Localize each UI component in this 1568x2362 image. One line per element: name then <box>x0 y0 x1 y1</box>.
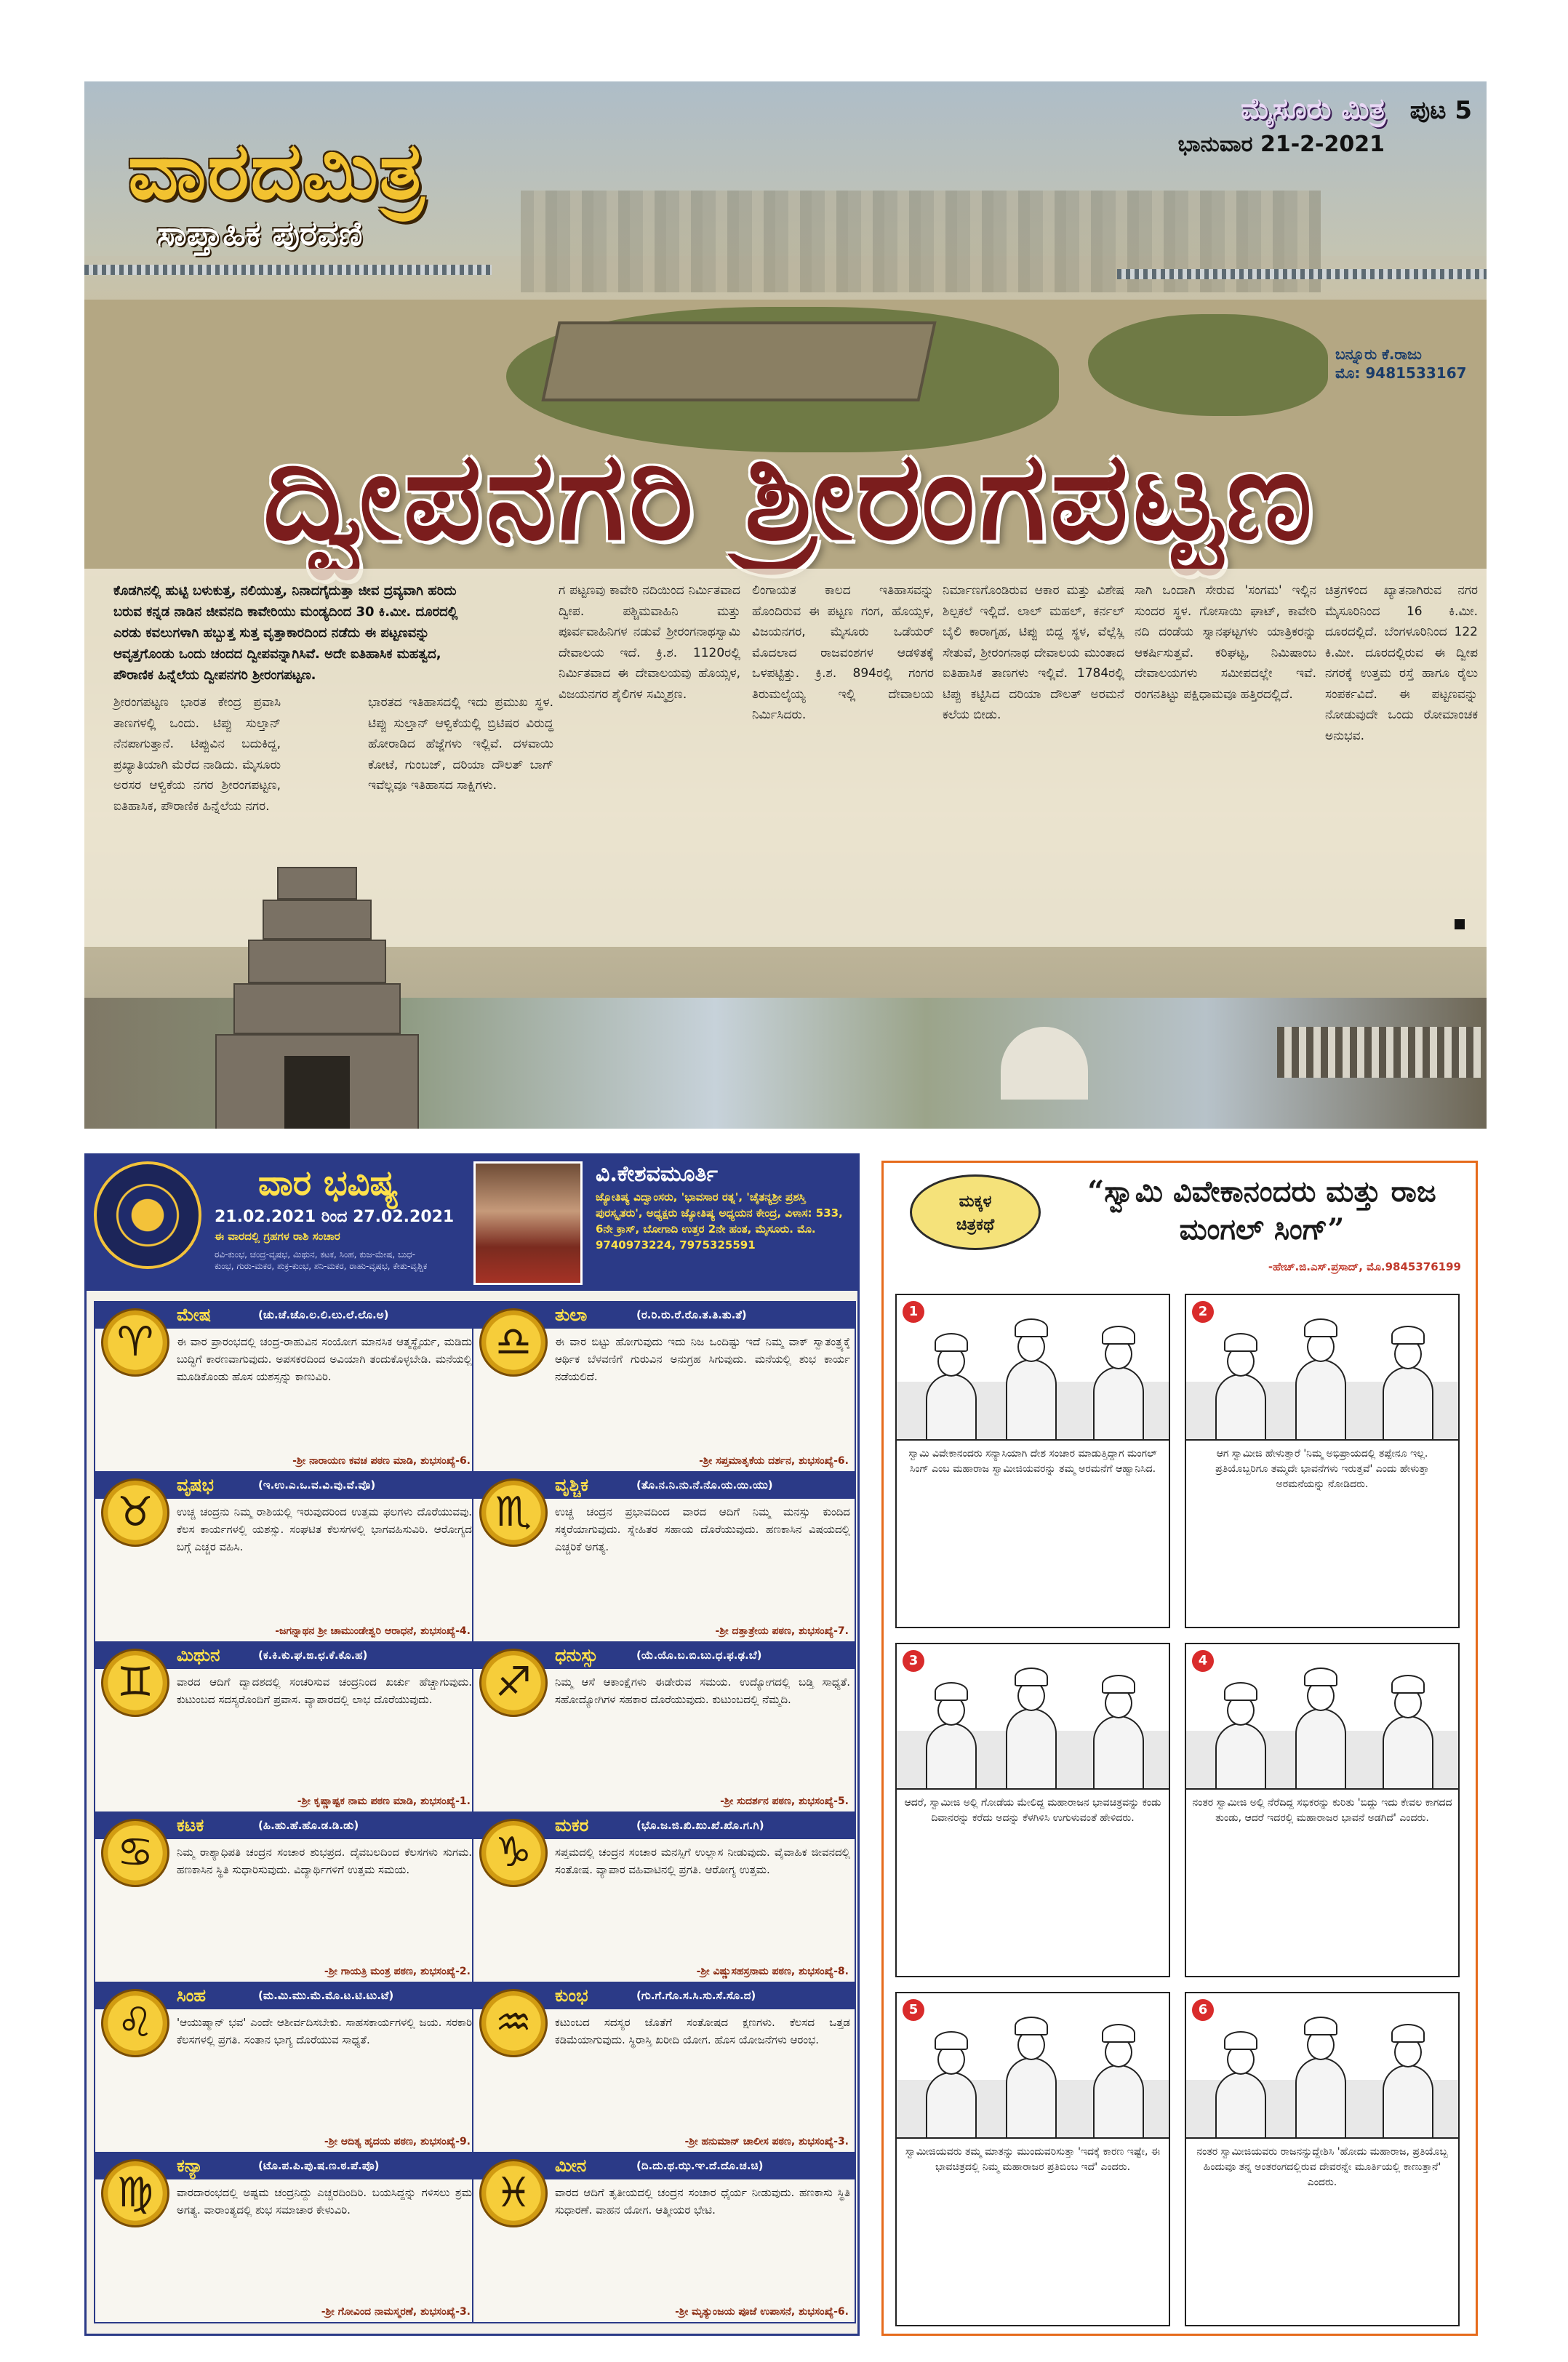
panel-caption: ಸ್ವಾಮಿ ವಿವೇಕಾನಂದರು ಸನ್ಯಾಸಿಯಾಗಿ ದೇಶ ಸಂಚಾರ ಮಾಡುತ್ತಿದ್ದಾಗ ಮಂಗಲ್ ಸಿಂಗ್ ಎಂಬ ಮಹಾರಾಜ ಸ್ವಾಮೀಜಿಯವರನ್ನು ತಮ್ಮ ಅರಮನೆಗೆ ಆಹ್ವಾನಿಸಿದ. <box>908 1448 1157 1475</box>
horoscope-sign-box <box>472 2152 856 2323</box>
sign-letters: (ಚು.ಚೆ.ಚೊ.ಲ.ಲಿ.ಲು.ಲೆ.ಲೊ.ಅ) <box>258 1308 389 1321</box>
temple-gopura-image <box>208 852 426 1129</box>
article-column-1: ಶ್ರೀರಂಗಪಟ್ಟಣ ಭಾರತ ಕೇಂದ್ರ ಪ್ರವಾಸಿ ತಾಣಗಳಲ್ಲಿ ಒಂದು. ಟಿಪ್ಪು ಸುಲ್ತಾನ್ ನೆನಪಾಗುತ್ತಾನೆ. ಟಿಪ್ಪುವಿನ ಬದುಕಿದ್ದ, ಪ್ರಖ್ಯಾತಿಯಾಗಿ ಮೆರೆದ ನಾಡಿದು. ಮೈಸೂರು ಅರಸರ ಆಳ್ವಿಕೆಯ ನಗರ ಶ್ರೀರಂಗಪಟ್ಟಣ, ಐತಿಹಾಸಿಕ, ಪೌರಾಣಿಕ ಹಿನ್ನೆಲೆಯ ನಗರ. <box>113 695 281 814</box>
sign-name: ಮಿಥುನ <box>177 1644 220 1665</box>
sign-letters: (ದಿ.ದು.ಥ.ಝ.ಞ.ದೆ.ದೊ.ಚ.ಚಿ) <box>636 2159 764 2172</box>
horoscope-sign-box <box>94 1301 478 1473</box>
sign-remedy: -ಶ್ರೀ ಹನುಮಾನ್ ಚಾಲೀಸ ಪಠಣ, ಶುಭಸಂಖ್ಯೆ-3. <box>684 2136 849 2147</box>
panel-number: 5 <box>903 1999 924 2021</box>
panel-number: 1 <box>903 1301 924 1323</box>
zodiac-medal-icon <box>101 1478 169 1547</box>
comic-section <box>881 1161 1478 2336</box>
sign-forecast: ವಾರದಾರಂಭದಲ್ಲಿ ಅಷ್ಟಮ ಚಂದ್ರನಿದ್ದು ಎಚ್ಚರದಿಂದಿರಿ. ಬಯಸಿದ್ದನ್ನು ಗಳಿಸಲು ಶ್ರಮ ಅಗತ್ಯ. ವಾರಾಂತ್ಯದಲ್ಲಿ ಶುಭ ಸಮಾಚಾರ ಕೇಳುವಿರಿ. <box>177 2186 472 2217</box>
sign-forecast: ಕಟುಂಬದ ಸದಸ್ಯರ ಜೊತೆಗೆ ಸಂತೋಷದ ಕ್ಷಣಗಳು. ಕೆಲಸದ ಒತ್ತಡ ಕಡಿಮೆಯಾಗುವುದು. ಸ್ಥಿರಾಸ್ತಿ ಖರೀದಿ ಯೋಗ. ಹೊಸ ಯೋಜನೆಗಳು ಆರಂಭ. <box>555 2016 850 2046</box>
sign-forecast: ಸಪ್ತಮದಲ್ಲಿ ಚಂದ್ರನ ಸಂಚಾರ ಮನಸ್ಸಿಗೆ ಉಲ್ಲಾಸ ನೀಡುವುದು. ವೈವಾಹಿಕ ಜೀವನದಲ್ಲಿ ಸಂತೋಷ. ವ್ಯಾಪಾರ ವಹಿವಾಟಿನಲ್ಲಿ ಪ್ರಗತಿ. ಆರೋಗ್ಯ ಉತ್ತಮ. <box>555 1846 850 1876</box>
zodiac-medal-icon <box>479 1819 548 1887</box>
panel-number: 3 <box>903 1650 924 1672</box>
sign-forecast: ಉಚ್ಚ ಚಂದ್ರನ ಪ್ರಭಾವದಿಂದ ವಾರದ ಆದಿಗೆ ನಿಮ್ಮ ಮನಸ್ಸು ಕುಂದಿದ ಸಕ್ಕರೆಯಾಗುವುದು. ಸ್ನೇಹಿತರ ಸಹಾಯ ದೊರೆಯುವುದು. ಹಣಕಾಸಿನ ವಿಷಯದಲ್ಲಿ ಎಚ್ಚರಿಕೆ ಅಗತ್ಯ. <box>555 1505 850 1553</box>
panel-number: 4 <box>1192 1650 1214 1672</box>
zodiac-medal-icon <box>101 1819 169 1887</box>
zodiac-glyph-icon: ♈ <box>116 1318 154 1366</box>
panel-caption: ನಂತರ ಸ್ವಾಮೀಜಿಯವರು ರಾಜನನ್ನುದ್ದೇಶಿಸಿ 'ಹೋದು ಮಹಾರಾಜ, ಪ್ರತಿಯೊಬ್ಬ ಹಿಂದುವೂ ತನ್ನ ಅಂತರಂಗದಲ್ಲಿರುವ ದೇವರನ್ನೇ ಮೂರ್ತಿಯಲ್ಲಿ ಕಾಣುತ್ತಾನೆ' ಎಂದರು. <box>1196 2146 1448 2188</box>
sign-remedy: -ಶ್ರೀ ಮೃತ್ಯುಂಜಯ ಪೂಜೆ ಉಪಾಸನೆ, ಶುಭಸಂಖ್ಯೆ-6. <box>675 2306 849 2318</box>
sign-letters: (ಭೊ.ಜ.ಜಿ.ಖಿ.ಖು.ಖೆ.ಖೊ.ಗ.ಗಿ) <box>636 1819 764 1832</box>
sign-letters: (ತೊ.ನ.ನಿ.ನು.ನೆ.ನೊ.ಯ.ಯಿ.ಯು) <box>636 1478 773 1492</box>
panel-caption: ಆಗ ಸ್ವಾಮೀಜಿ ಹೇಳುತ್ತಾರೆ 'ನಿಮ್ಮ ಅಭಿಪ್ರಾಯದಲ್ಲಿ ತಪ್ಪೇನೂ ಇಲ್ಲ. ಪ್ರತಿಯೊಬ್ಬರಿಗೂ ತಮ್ಮದೇ ಭಾವನೆಗಳು ಇರುತ್ತವೆ' ಎಂದು ಹೇಳುತ್ತಾ ಅರಮನೆಯನ್ನು ನೋಡಿದರು. <box>1215 1448 1429 1490</box>
zodiac-glyph-icon: ♌ <box>116 1999 154 2046</box>
sign-remedy: -ಜಗನ್ನಾಥನ ಶ್ರೀ ಚಾಮುಂಡೇಶ್ವರಿ ಆರಾಧನೆ, ಶುಭಸಂಖ್ಯೆ-4. <box>275 1625 471 1637</box>
comic-badge-line-1: ಮಕ್ಕಳ <box>959 1192 992 1211</box>
horoscope-sign-box <box>94 1641 478 1813</box>
comic-badge-line-2: ಚಿತ್ರಕಥೆ <box>956 1215 995 1234</box>
sign-letters: (ಕ.ಕಿ.ಕು.ಘ.ಙ.ಛ.ಕೆ.ಕೊ.ಹ) <box>258 1649 368 1662</box>
zodiac-medal-icon <box>479 1308 548 1377</box>
comic-panel <box>1185 1294 1460 1628</box>
sign-name: ಸಿಂಹ <box>177 1985 207 2006</box>
zodiac-wheel-icon <box>94 1161 201 1269</box>
sign-name: ಕಟಕ <box>177 1814 204 1835</box>
sign-name: ಧನುಸ್ಸು <box>555 1644 599 1665</box>
planet-positions: ರವಿ-ಕುಂಭ, ಚಂದ್ರ-ವೃಷಭ, ಮಿಥುನ, ಕಟಕ, ಸಿಂಹ, ಕುಜ-ಮೇಷ, ಬುಧ-ಕುಂಭ, ಗುರು-ಮಕರ, ಶುಕ್ರ-ಕುಂಭ, ಶನಿ-ಮಕರ, ರಾಹು-ವೃಷಭ, ಕೇತು-ವೃಶ್ಚಿಕ <box>215 1249 428 1271</box>
comic-title: “ಸ್ವಾಮಿ ವಿವೇಕಾನಂದರು ಮತ್ತು ರಾಜ ಮಂಗಲ್ ಸಿಂಗ್” <box>1087 1174 1436 1246</box>
horoscope-sign-box <box>472 1982 856 2153</box>
sign-remedy: -ಶ್ರೀ ಸಪ್ತಮಾತೃಕೆಯ ದರ್ಶನ, ಶುಭಸಂಖ್ಯೆ-6. <box>699 1455 849 1467</box>
panel-caption: ಸ್ವಾಮೀಜಿಯವರು ತಮ್ಮ ಮಾತನ್ನು ಮುಂದುವರಿಸುತ್ತಾ 'ಇದಕ್ಕೆ ಕಾರಣ ಇಷ್ಟೇ, ಈ ಭಾವಚಿತ್ರದಲ್ಲಿ ನಿಮ್ಮ ಮಹಾರಾಜರ ಪ್ರತಿಬಿಂಬ ಇದೆ' ಎಂದರು. <box>905 2146 1160 2173</box>
comic-illustration <box>897 1295 1169 1441</box>
sign-letters: (ಮ.ಮಿ.ಮು.ಮೆ.ಮೊ.ಟ.ಟಿ.ಟು.ಟೆ) <box>258 1989 394 2002</box>
masthead <box>128 125 425 255</box>
sign-forecast: ಈ ವಾರ ಬಿಟ್ಟು ಹೋಗುವುದು ಇದು ನಿಜ ಒಂದಿಷ್ಟು ಇದೆ ನಿಮ್ಮ ವಾಕ್ ಸ್ವಾತಂತ್ರ್ಯಕ್ಕೆ ಆರ್ಥಿಕ ಬೆಳವಣಿಗೆ ಗುರುವಿನ ಅನುಗ್ರಹ ಸಿಗುವುದು. ಮನೆಯಲ್ಲಿ ಶುಭ ಕಾರ್ಯ ನಡೆಯಲಿದೆ. <box>555 1335 850 1383</box>
panel-number: 6 <box>1192 1999 1214 2021</box>
comic-panel <box>1185 1643 1460 1977</box>
panel-caption: ಆದರೆ, ಸ್ವಾಮೀಜಿ ಅಲ್ಲಿ ಗೋಡೆಯ ಮೇಲಿದ್ದ ಮಹಾರಾಜನ ಭಾವಚಿತ್ರವನ್ನು ಕಂಡು ದಿವಾನರನ್ನು ಕರೆದು ಅದನ್ನು ಕೆಳಗಿಳಿಸಿ ಉಗುಳುವಂತೆ ಹೇಳಿದರು. <box>904 1797 1161 1824</box>
horoscope-section <box>84 1153 860 2336</box>
zodiac-glyph-icon: ♐ <box>495 1659 532 1706</box>
sign-remedy: -ಶ್ರೀ ಆದಿತ್ಯ ಹೃದಯ ಪಠಣ, ಶುಭಸಂಖ್ಯೆ-9. <box>324 2136 471 2147</box>
horoscope-sign-box <box>472 1811 856 1983</box>
paper-name: ಮೈಸೂರು ಮಿತ್ರ <box>1241 92 1386 126</box>
horoscope-sign-box <box>472 1641 856 1813</box>
sign-forecast: 'ಆಯುಷ್ಮಾನ್ ಭವ' ಎಂದೇ ಆಶೀರ್ವದಿಸಬೇಕು. ಸಾಹಸಕಾರ್ಯಗಳಲ್ಲಿ ಜಯ. ಸರಕಾರಿ ಕೆಲಸಗಳಲ್ಲಿ ಪ್ರಗತಿ. ಸಂತಾನ ಭಾಗ್ಯ ದೊರೆಯುವ ಸಾಧ್ಯತೆ. <box>177 2016 472 2046</box>
sign-remedy: -ಶ್ರೀ ದತ್ತಾತ್ರೇಯ ಪಠಣ, ಶುಭಸಂಖ್ಯೆ-7. <box>715 1625 849 1637</box>
sign-name: ಮಕರ <box>555 1814 589 1835</box>
sign-remedy: -ಶ್ರೀ ಸುದರ್ಶನ ಪಠಣ, ಶುಭಸಂಖ್ಯೆ-5. <box>720 1795 849 1807</box>
sign-name: ಕುಂಭ <box>555 1985 588 2006</box>
horoscope-sign-box <box>94 2152 478 2323</box>
zodiac-medal-icon <box>101 1308 169 1377</box>
dam-image <box>1277 1027 1481 1078</box>
fort-walls-image <box>541 321 936 401</box>
comic-credit: -ಹೇಚ್.ಜಿ.ಎಸ್.ಪ್ರಸಾದ್, ಮೊ.9845376199 <box>1268 1260 1461 1273</box>
zodiac-glyph-icon: ♓ <box>495 2169 532 2217</box>
sign-letters: (ರ.ರಿ.ರು.ರೆ.ರೊ.ತ.ತಿ.ತು.ತೆ) <box>636 1308 747 1321</box>
comic-illustration <box>1186 1295 1458 1441</box>
sign-name: ಮೇಷ <box>177 1304 212 1325</box>
panel-number: 2 <box>1192 1301 1214 1323</box>
sign-remedy: -ಶ್ರೀ ವಿಷ್ಣುಸಹಸ್ರನಾಮ ಪಠಣ, ಶುಭಸಂಖ್ಯೆ-8. <box>696 1966 849 1977</box>
comic-panel <box>895 1643 1170 1977</box>
zodiac-medal-icon <box>479 2159 548 2227</box>
sign-forecast: ವಾರದ ಆದಿಗೆ ದ್ವಾದಶದಲ್ಲಿ ಸಂಚರಿಸುವ ಚಂದ್ರನಿಂದ ಖರ್ಚು ಹೆಚ್ಚಾಗುವುದು. ಕುಟುಂಬದ ಸದಸ್ಯರೊಂದಿಗೆ ಪ್ರವಾಸ. ವ್ಯಾಪಾರದಲ್ಲಿ ಲಾಭ ದೊರೆಯುವುದು. <box>177 1676 472 1706</box>
horoscope-sign-box <box>472 1471 856 1643</box>
article-column-5: ನಿರ್ಮಾಣಗೊಂಡಿರುವ ಆಕಾರ ಮತ್ತು ವಿಶೇಷ ಶಿಲ್ಪಕಲೆ ಇಲ್ಲಿದೆ. ಲಾಲ್ ಮಹಲ್, ಕರ್ನಲ್ ಬೈಲಿ ಕಾರಾಗೃಹ, ಟಿಪ್ಪು ಬಿದ್ದ ಸ್ಥಳ, ವೆಲ್ಲೆಸ್ಲಿ ಸೇತುವೆ, ಶ್ರೀರಂಗನಾಥ ದೇವಾಲಯ ಮುಂತಾದ ಐತಿಹಾಸಿಕ ತಾಣಗಳು ಇಲ್ಲಿವೆ. 1784ರಲ್ಲಿ ಟಿಪ್ಪು ಕಟ್ಟಿಸಿದ ದರಿಯಾ ದೌಲತ್ ಅರಮನೆ ಕಲೆಯ ಬೀಡು. <box>943 583 1124 722</box>
comic-illustration <box>1186 1993 1458 2139</box>
sign-letters: (ಹಿ.ಹು.ಹೆ.ಹೊ.ಡ.ಡಿ.ಡು) <box>258 1819 359 1832</box>
astrologer-info: ಜ್ಯೋತಿಷ್ಯ ವಿದ್ವಾಂಸರು, 'ಭಾವಸಾರ ರತ್ನ', 'ಚೈತನ್ಯಶ್ರೀ ಪ್ರಶಸ್ತಿ ಪುರಸ್ಕೃತರು', ಅಧ್ಯಕ್ಷರು ಜ್ಯೋತಿಷ್ಯ ಅಧ್ಯಯನ ಕೇಂದ್ರ, ವಿಳಾಸ: 533, 6ನೇ ಕ್ರಾಸ್, ಬೋಗಾದಿ ಉತ್ತರ 2ನೇ ಹಂತ, ಮೈಸೂರು. ಮೊ. 9740973224, 7975325591 <box>596 1190 843 1252</box>
byline <box>1335 345 1467 383</box>
river-bridge-image <box>1117 269 1487 279</box>
zodiac-medal-icon <box>101 1649 169 1717</box>
horoscope-subtitle: ಈ ವಾರದಲ್ಲಿ ಗ್ರಹಗಳ ರಾಶಿ ಸಂಚಾರ <box>215 1230 340 1243</box>
sign-remedy: -ಶ್ರೀ ನಾರಾಯಣ ಕವಚ ಪಠಣ ಮಾಡಿ, ಶುಭಸಂಖ್ಯೆ-6. <box>292 1455 471 1467</box>
astrologer-photo <box>473 1161 583 1285</box>
zodiac-glyph-icon: ♊ <box>116 1659 154 1706</box>
horoscope-sign-box <box>472 1301 856 1473</box>
sign-forecast: ನಿಮ್ಮ ಆಸೆ ಆಕಾಂಕ್ಷೆಗಳು ಈಡೇರುವ ಸಮಯ. ಉದ್ಯೋಗದಲ್ಲಿ ಬಡ್ತಿ ಸಾಧ್ಯತೆ. ಸಹೋದ್ಯೋಗಿಗಳ ಸಹಕಾರ ದೊರೆಯುವುದು. ಕುಟುಂಬದಲ್ಲಿ ನೆಮ್ಮದಿ. <box>555 1676 850 1706</box>
sign-name: ವೃಷಭ <box>177 1474 214 1495</box>
comic-panel <box>895 1992 1170 2326</box>
page-number: ಪುಟ 5 <box>1409 96 1472 125</box>
article-end-mark <box>1455 919 1465 929</box>
sign-remedy: -ಶ್ರೀ ಗೋವಿಂದ ನಾಮಸ್ಮರಣೆ, ಶುಭಸಂಖ್ಯೆ-3. <box>321 2306 471 2318</box>
sign-forecast: ಉಚ್ಚ ಚಂದ್ರನು ನಿಮ್ಮ ರಾಶಿಯಲ್ಲಿ ಇರುವುದರಿಂದ ಉತ್ತಮ ಫಲಗಳು ದೊರೆಯುವವು. ಕೆಲಸ ಕಾರ್ಯಗಳಲ್ಲಿ ಯಶಸ್ಸು. ಸಂಘಟಿತ ಕೆಲಸಗಳಲ್ಲಿ ಭಾಗವಹಿಸುವಿರಿ. ಆರೋಗ್ಯದ ಬಗ್ಗೆ ಎಚ್ಚರ ವಹಿಸಿ. <box>177 1505 472 1553</box>
zodiac-glyph-icon: ♉ <box>116 1489 154 1536</box>
zodiac-glyph-icon: ♎ <box>495 1318 532 1366</box>
sign-name: ಮೀನ <box>555 2155 587 2176</box>
byline-phone: ಮೊ: 9481533167 <box>1335 364 1467 382</box>
zodiac-glyph-icon: ♋ <box>116 1829 154 1876</box>
article-lead: ಕೊಡಗಿನಲ್ಲಿ ಹುಟ್ಟಿ ಬಳುಕುತ್ತ, ನಲಿಯುತ್ತ, ನಿನಾದಗೈದುತ್ತಾ ಜೀವ ದ್ರವ್ಯವಾಗಿ ಹರಿದು ಬರುವ ಕನ್ನಡ ನಾಡಿನ ಜೀವನದಿ ಕಾವೇರಿಯು ಮಂಡ್ಯದಿಂದ 30 ಕಿ.ಮೀ. ದೂರದಲ್ಲಿ ಎರಡು ಕವಲುಗಳಾಗಿ ಹಬ್ಬುತ್ತ ಸುತ್ತ ವೃತ್ತಾಕಾರದಿಂದ ನಡೆದು ಈ ಪಟ್ಟಣವನ್ನು ಆವೃತ್ತಗೊಂಡು ಒಂದು ಚಂದದ ದ್ವೀಪವನ್ನಾಗಿಸಿವೆ. ಅದೇ ಐತಿಹಾಸಿಕ ಮಹತ್ವದ, ಪೌರಾಣಿಕ ಹಿನ್ನೆಲೆಯ ದ್ವೀಪನಗರಿ ಶ್ರೀರಂಗಪಟ್ಟಣ. <box>113 583 458 683</box>
zodiac-glyph-icon: ♏ <box>495 1489 532 1536</box>
horoscope-title: ವಾರ ಭವಿಷ್ಯ <box>258 1163 399 1204</box>
feature-section <box>84 81 1487 1129</box>
article-column-4: ಲಿಂಗಾಯತ ಕಾಲದ ಇತಿಹಾಸವನ್ನು ಹೊಂದಿರುವ ಈ ಪಟ್ಟಣ ಗಂಗ, ಹೊಯ್ಸಳ, ವಿಜಯನಗರ, ಮೈಸೂರು ಒಡೆಯರ್ ಮೊದಲಾದ ರಾಜವಂಶಗಳ ಆಡಳಿತಕ್ಕೆ ಒಳಪಟ್ಟಿತ್ತು. ಕ್ರಿ.ಶ. 894ರಲ್ಲಿ ಗಂಗರ ತಿರುಮಲೈಯ್ಯ ಇಲ್ಲಿ ದೇವಾಲಯ ನಿರ್ಮಿಸಿದರು. <box>752 583 934 722</box>
byline-name: ಬನ್ನೂರು ಕೆ.ರಾಜು <box>1335 345 1422 363</box>
article-column-7: ಚಿತ್ರಗಳಿಂದ ಖ್ಯಾತನಾಗಿರುವ ನಗರ ಮೈಸೂರಿನಿಂದ 16 ಕಿ.ಮೀ. ದೂರದಲ್ಲಿದೆ. ಬೆಂಗಳೂರಿನಿಂದ 122 ಕಿ.ಮೀ. ದೂರದಲ್ಲಿರುವ ಈ ದ್ವೀಪ ನಗರಕ್ಕೆ ಉತ್ತಮ ರಸ್ತೆ ಹಾಗೂ ರೈಲು ಸಂಪರ್ಕವಿದೆ. ಈ ಪಟ್ಟಣವನ್ನು ನೋಡುವುದೇ ಒಂದು ರೋಮಾಂಚಕ ಅನುಭವ. <box>1325 583 1478 743</box>
horoscope-sign-box <box>94 1811 478 1983</box>
panel-caption: ನಂತರ ಸ್ವಾಮೀಜಿ ಅಲ್ಲಿ ನೆರೆದಿದ್ದ ಸಭಿಕರನ್ನು ಕುರಿತು 'ಬಿದ್ದು ಇದು ಕೇವಲ ಕಾಗದದ ತುಂಡು, ಆದರೆ ಇದರಲ್ಲಿ ಮಹಾರಾಜರ ಭಾವನೆ ಅಡಗಿದೆ' ಎಂದರು. <box>1192 1797 1452 1824</box>
masthead-title: ವಾರದಮಿತ್ರ <box>128 125 426 217</box>
horoscope-header <box>87 1156 857 1291</box>
zodiac-medal-icon <box>101 2159 169 2227</box>
article-column-2: ಭಾರತದ ಇತಿಹಾಸದಲ್ಲಿ ಇದು ಪ್ರಮುಖ ಸ್ಥಳ. ಟಿಪ್ಪು ಸುಲ್ತಾನ್ ಆಳ್ವಿಕೆಯಲ್ಲಿ ಬ್ರಿಟಿಷರ ವಿರುದ್ಧ ಹೋರಾಡಿದ ಹೆಜ್ಜೆಗಳು ಇಲ್ಲಿವೆ. ದಳವಾಯಿ ಕೋಟೆ, ಗುಂಬಜ್, ದರಿಯಾ ದೌಲತ್ ಬಾಗ್ ಇವೆಲ್ಲವೂ ಇತಿಹಾಸದ ಸಾಕ್ಷಿಗಳು. <box>368 695 553 793</box>
article-column-6: ಸಾಗಿ ಒಂದಾಗಿ ಸೇರುವ 'ಸಂಗಮ' ಇಲ್ಲಿನ ಸುಂದರ ಸ್ಥಳ. ಗೋಸಾಯಿ ಘಾಟ್, ಕಾವೇರಿ ನದಿ ದಂಡೆಯ ಸ್ನಾನಘಟ್ಟಗಳು ಯಾತ್ರಿಕರನ್ನು ಆಕರ್ಷಿಸುತ್ತವೆ. ಕರಿಘಟ್ಟ, ನಿಮಿಷಾಂಬ ದೇವಾಲಯಗಳು ಸಮೀಪದಲ್ಲೇ ಇವೆ. ರಂಗನತಿಟ್ಟು ಪಕ್ಷಿಧಾಮವೂ ಹತ್ತಿರದಲ್ಲಿದೆ. <box>1135 583 1316 702</box>
comic-illustration <box>897 1993 1169 2139</box>
zodiac-glyph-icon: ♍ <box>116 2169 154 2217</box>
sign-forecast: ವಾರದ ಆದಿಗೆ ತೃತೀಯದಲ್ಲಿ ಚಂದ್ರನ ಸಂಚಾರ ಧೈರ್ಯ ನೀಡುವುದು. ಹಣಕಾಸು ಸ್ಥಿತಿ ಸುಧಾರಣೆ. ವಾಹನ ಯೋಗ. ಆತ್ಮೀಯರ ಭೇಟಿ. <box>555 2186 850 2217</box>
zodiac-medal-icon <box>479 1989 548 2057</box>
sign-remedy: -ಶ್ರೀ ಕೃಷ್ಣಾಷ್ಟಕ ನಾಮ ಪಠಣ ಮಾಡಿ, ಶುಭಸಂಖ್ಯೆ-1. <box>297 1795 471 1807</box>
article-column-3: ಗ ಪಟ್ಟಣವು ಕಾವೇರಿ ನದಿಯಿಂದ ನಿರ್ಮಿತವಾದ ದ್ವೀಪ. ಪಶ್ಚಿಮವಾಹಿನಿ ಮತ್ತು ಪೂರ್ವವಾಹಿನಿಗಳ ನಡುವೆ ಶ್ರೀರಂಗನಾಥಸ್ವಾಮಿ ದೇವಾಲಯ ಇದೆ. ಕ್ರಿ.ಶ. 1120ರಲ್ಲಿ ನಿರ್ಮಿತವಾದ ಈ ದೇವಾಲಯವು ಹೊಯ್ಸಳ, ವಿಜಯನಗರ ಶೈಲಿಗಳ ಸಮ್ಮಿಶ್ರಣ. <box>559 583 740 702</box>
astrologer-name: ವಿ.ಕೇಶವಮೂರ್ತಿ <box>596 1161 718 1187</box>
sign-forecast: ಈ ವಾರ ಪ್ರಾರಂಭದಲ್ಲಿ ಚಂದ್ರ-ರಾಹುವಿನ ಸಂಯೋಗ ಮಾನಸಿಕ ಆತ್ಮಸ್ಥೈರ್ಯ, ಮಡಿದು ಬುದ್ಧಿಗೆ ಕಾರಣವಾಗುವುದು. ಅಪಸಕರದಿಂದ ಅವಿಯಾಗಿ ತಂದುಕೊಳ್ಳಬೇಡಿ. ಮನೆಯಲ್ಲಿ ಮೂಡಿಕೊಂಡು ಹೊಸ ಯಶಸ್ಸನ್ನು ಕಾಣುವಿರಿ. <box>177 1335 472 1383</box>
sign-letters: (ಇ.ಉ.ಎ.ಒ.ವ.ವಿ.ವು.ವೆ.ವೊ) <box>258 1478 376 1492</box>
railway-bridge-image <box>84 265 492 275</box>
zodiac-medal-icon <box>101 1989 169 2057</box>
zodiac-glyph-icon: ♑ <box>495 1829 532 1876</box>
feature-headline: ದ್ವೀಪನಗರಿ ಶ್ರೀರಂಗಪಟ್ಟಣ <box>263 423 1317 567</box>
dateline <box>1178 92 1473 157</box>
horoscope-sign-box <box>94 1471 478 1643</box>
horoscope-dates: 21.02.2021 ರಿಂದ 27.02.2021 <box>215 1208 455 1226</box>
zodiac-medal-icon <box>479 1478 548 1547</box>
sign-remedy: -ಶ್ರೀ ಗಾಯತ್ರಿ ಮಂತ್ರ ಪಠಣ, ಶುಭಸಂಖ್ಯೆ-2. <box>324 1966 471 1977</box>
horoscope-sign-box <box>94 1982 478 2153</box>
issue-date: ಭಾನುವಾರ 21-2-2021 <box>1177 132 1385 157</box>
comic-illustration <box>1186 1644 1458 1790</box>
sign-forecast: ನಿಮ್ಮ ರಾಶ್ಯಾಧಿಪತಿ ಚಂದ್ರನ ಸಂಚಾರ ಶುಭಪ್ರದ. ದೈವಬಲದಿಂದ ಕೆಲಸಗಳು ಸುಗಮ. ಹಣಕಾಸಿನ ಸ್ಥಿತಿ ಸುಧಾರಿಸುವುದು. ವಿದ್ಯಾರ್ಥಿಗಳಿಗೆ ಉತ್ತಮ ಸಮಯ. <box>177 1846 472 1876</box>
zodiac-glyph-icon: ♒ <box>495 1999 532 2046</box>
sign-name: ವೃಶ್ಚಿಕ <box>555 1474 589 1495</box>
comic-panel <box>895 1294 1170 1628</box>
masthead-subtitle: ಸಾಪ್ತಾಹಿಕ ಪುರವಣಿ <box>157 214 363 253</box>
sign-letters: (ಯೆ.ಯೊ.ಬ.ಬಿ.ಬು.ಧ.ಫ.ಢ.ಬೆ) <box>636 1649 762 1662</box>
comic-panel <box>1185 1992 1460 2326</box>
comic-illustration <box>897 1644 1169 1790</box>
zodiac-medal-icon <box>479 1649 548 1717</box>
sign-name: ತುಲಾ <box>555 1304 588 1325</box>
comic-badge <box>910 1174 1041 1250</box>
sign-name: ಕನ್ಯಾ <box>177 2155 203 2176</box>
sign-letters: (ಟೊ.ಪ.ಪಿ.ಪು.ಷ.ಣ.ಠ.ಪೆ.ಪೊ) <box>258 2159 380 2172</box>
sign-letters: (ಗು.ಗೆ.ಗೊ.ಸ.ಸಿ.ಸು.ಸೆ.ಸೊ.ದ) <box>636 1989 756 2002</box>
